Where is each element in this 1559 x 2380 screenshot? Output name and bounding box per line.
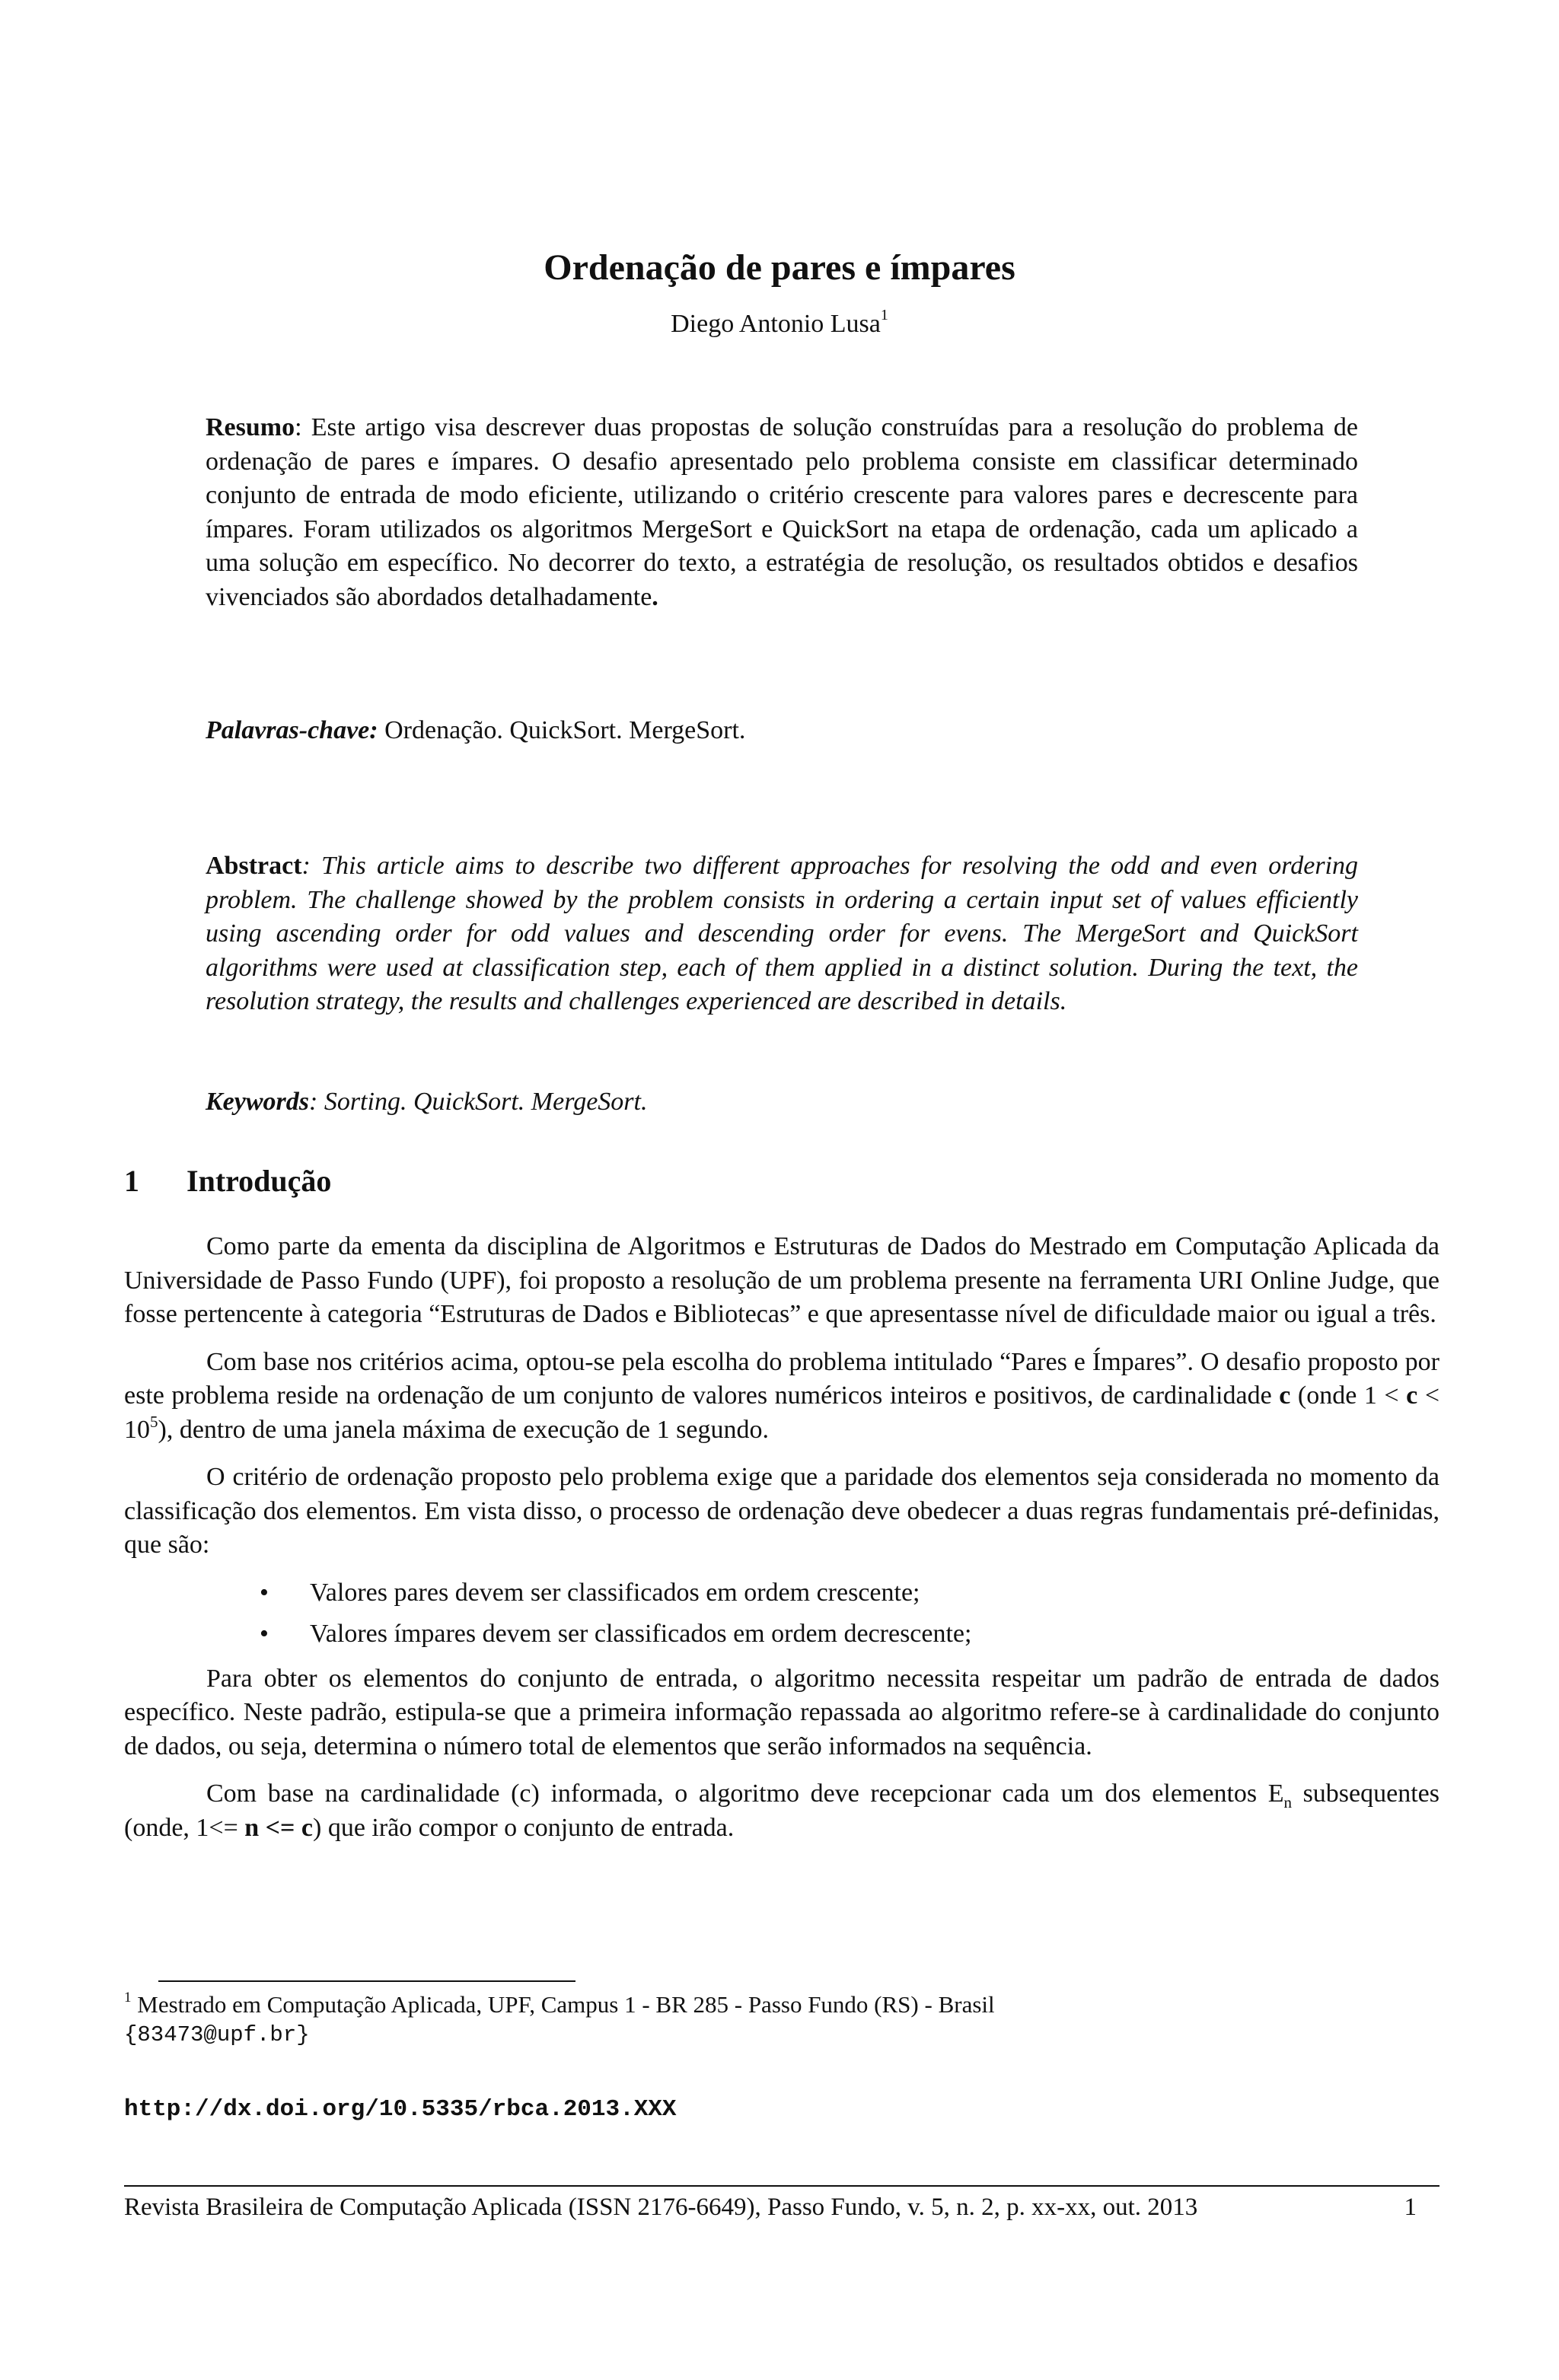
footnote-mark: 1 [124, 1990, 132, 2006]
cardinality-symbol: c [1406, 1381, 1418, 1410]
journal-citation: Revista Brasileira de Computação Aplicada (ISSN 2176-6649), Passo Fundo, v. 5, n. 2, p. xx-xx, out. 2013 [124, 2194, 1198, 2221]
paragraph-3: O critério de ordenação proposto pelo problema exige que a paridade dos elementos seja considerada no momento da classificação dos elementos. Em vista disso, o processo de ordenação deve obedecer a duas regras fundamentais pré-definidas, que são: [124, 1463, 1439, 1559]
resumo-block [206, 411, 1358, 614]
resumo-text: : Este artigo visa descrever duas propostas de solução construídas para a resolução do problema de ordenação de pares e ímpares. O desafio apresentado pelo problema consiste em classificar determinado conjunto de entrada de modo eficiente, utilizando o critério crescente para valores pares e decrescente para ímpares. Foram utilizados os algoritmos MergeSort e QuickSort na etapa de ordenação, cada um aplicado a uma solução em específico. No decorrer do texto, a estratégia de resolução, os resultados obtidos e desafios vivenciados são abordados detalhadamente [206, 413, 1358, 611]
author-name: Diego Antonio Lusa [671, 310, 881, 338]
footnote-email: {83473@upf.br} [124, 2022, 310, 2047]
author-line [0, 307, 1559, 341]
list-item: • Valores ímpares devem ser classificados em ordem decrescente; [124, 1617, 1439, 1652]
paragraph-4: Para obter os elementos do conjunto de entrada, o algoritmo necessita respeitar um padrão de entrada de dados específico. Neste padrão, estipula-se que a primeira informação repassada ao algoritmo refere-se à cardinalidade do conjunto de dados, ou seja, determina o número total de elementos que serão informados na sequência. [124, 1664, 1439, 1760]
introducao-body [124, 1230, 1439, 1859]
keywords-block [206, 1085, 1358, 1120]
palavras-chave-label: Palavras-chave: [206, 716, 378, 744]
paper-title: Ordenação de pares e ímpares [544, 247, 1015, 288]
subscript-n: n [1283, 1793, 1292, 1811]
bold-condition: n <= c [244, 1813, 314, 1842]
abstract-label: Abstract [206, 852, 302, 880]
keywords-label: Keywords [206, 1088, 309, 1116]
abstract-block [206, 849, 1358, 1019]
section-heading-introducao [124, 1160, 331, 1203]
footnote [124, 1990, 1439, 2050]
paragraph-1: Como parte da ementa da disciplina de Algoritmos e Estruturas de Dados do Mestrado em Computação Aplicada da Universidade de Passo Fundo (UPF), foi proposto a resolução de um problema presente na ferramenta URI Online Judge, que fosse pertencente à categoria “Estruturas de Dados e Bibliotecas” e que apresentasse nível de dificuldade maior ou igual a três. [124, 1232, 1439, 1328]
abstract-text: : This article aims to describe two different approaches for resolving the odd and even ordering problem. The challenge showed by the problem consists in ordering a certain input set of values efficiently using ascending order for odd values and descending order for evens. The MergeSort and QuickSort algorithms were used at classification step, each of them applied in a distinct solution. During the text, the resolution strategy, the results and challenges experienced are described in details. [206, 852, 1358, 1015]
author-footnote-mark: 1 [880, 307, 888, 323]
page-number: 1 [1404, 2194, 1417, 2221]
bullet-icon: • [260, 1620, 269, 1648]
footnote-divider [158, 1980, 575, 1982]
doi-link[interactable]: http://dx.doi.org/10.5335/rbca.2013.XXX [124, 2096, 677, 2123]
palavras-chave-block [206, 714, 1358, 748]
palavras-chave-text: Ordenação. QuickSort. MergeSort. [378, 716, 746, 744]
footer-divider [124, 2185, 1439, 2187]
cardinality-symbol: c [1279, 1381, 1291, 1410]
paragraph-2: Com base nos critérios acima, optou-se pela escolha do problema intitulado “Pares e Ímpares”. O desafio proposto por este problema reside na ordenação de um conjunto de valores numéricos inteiros e positivos, de cardinalidade c (onde $1 < c < 10^5$), dentro de uma janela máxima de execução de 1 segundo. [124, 1347, 1439, 1444]
keywords-text: : Sorting. QuickSort. MergeSort. [309, 1088, 648, 1116]
footnote-text: Mestrado em Computação Aplicada, UPF, Campus 1 - BR 285 - Passo Fundo (RS) - Brasil [131, 1991, 995, 2018]
section-title: Introdução [187, 1164, 332, 1198]
section-number: 1 [124, 1164, 139, 1198]
paragraph-5: Com base na cardinalidade (c) informada, o algoritmo deve recepcionar cada um dos elementos $E_n$ subsequentes (onde, 1<= n <= c) que irão compor o conjunto de entrada. [124, 1779, 1439, 1842]
exponent: 5 [150, 1412, 158, 1431]
list-item: • Valores pares devem ser classificados em ordem crescente; [124, 1576, 1439, 1611]
bullet-icon: • [260, 1578, 269, 1607]
resumo-end: . [652, 582, 658, 611]
resumo-label: Resumo [206, 413, 295, 441]
rules-list [124, 1576, 1439, 1652]
